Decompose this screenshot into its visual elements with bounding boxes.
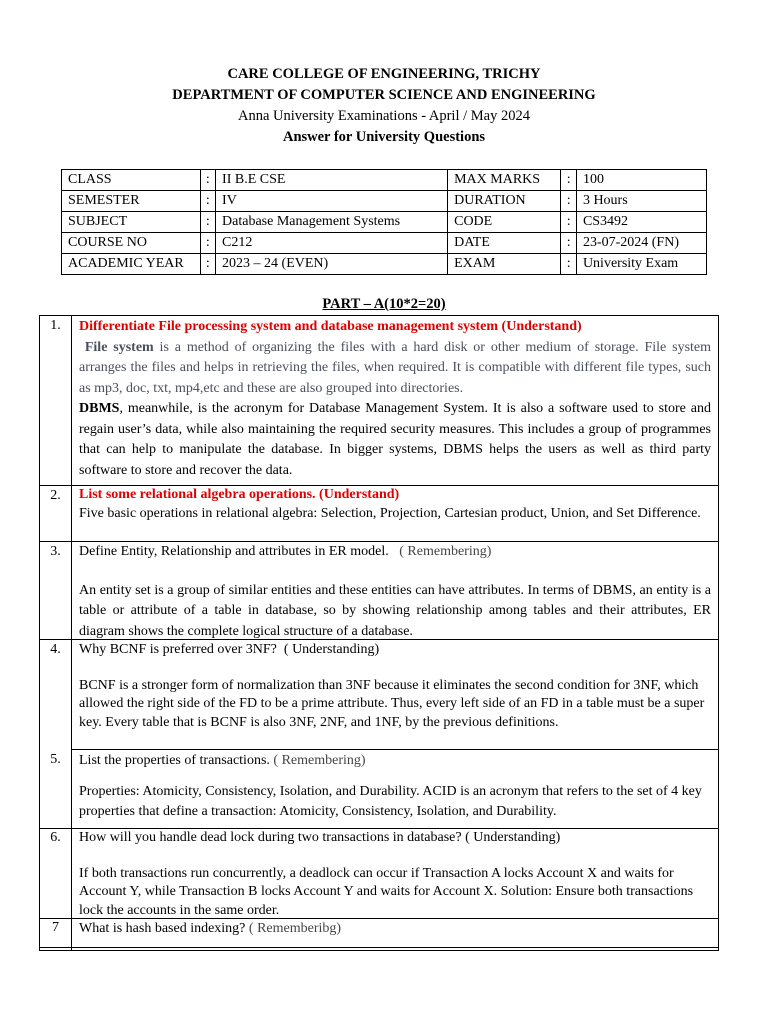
answer-text: An entity set is a group of similar entities and these entities can have attributes. In terms of DBMS, an entity is a table or attribute of a table in database, so by showing relationship among tables and their attributes, ER diagram shows the complete logical structure of a database. xyxy=(79,582,711,639)
info-value: 2023 – 24 (EVEN) xyxy=(216,254,448,275)
info-value: IV xyxy=(216,191,448,212)
colon-separator: : xyxy=(561,170,577,191)
info-row xyxy=(62,191,707,212)
colon-separator: : xyxy=(561,254,577,275)
answer-term: File system xyxy=(84,339,154,355)
document-header xyxy=(0,64,768,148)
info-value: Database Management Systems xyxy=(216,212,448,233)
colon-separator: : xyxy=(561,212,577,233)
question-number: 5. xyxy=(50,752,61,767)
question-2 xyxy=(79,485,711,523)
info-row xyxy=(62,254,707,275)
question-text: Differentiate File processing system and database management system (Understand) xyxy=(79,319,582,334)
answer-text: Five basic operations in relational algebra: Selection, Projection, Cartesian product, Union, and Set Difference. xyxy=(79,506,701,521)
question-number: 6. xyxy=(50,830,61,845)
info-value: University Exam xyxy=(576,254,706,275)
question-text: List some relational algebra operations. (Understand) xyxy=(79,487,400,502)
colon-separator: : xyxy=(200,170,216,191)
question-number: 7 xyxy=(52,920,59,935)
question-answer-table xyxy=(39,315,719,951)
colon-separator: : xyxy=(561,191,577,212)
question-6 xyxy=(79,829,711,920)
info-value: CS3492 xyxy=(576,212,706,233)
question-line xyxy=(79,829,711,848)
answer-text: , meanwhile, is the acronym for Database Management System. It is also a software used to store and regain user’s data, while also maintaining the required security measures. This includes a group of programmes that can help to manipulate the database. In bigger systems, DBMS helps the users as well as third party software to store and recover the data. xyxy=(79,401,711,478)
info-value: C212 xyxy=(216,233,448,254)
info-label: DURATION xyxy=(448,191,561,212)
info-label: MAX MARKS xyxy=(448,170,561,191)
info-value: 23-07-2024 (FN) xyxy=(576,233,706,254)
answer-paragraph xyxy=(79,338,711,400)
question-tag: ( Rememberibg) xyxy=(248,921,342,936)
question-4 xyxy=(79,641,711,732)
info-label: CODE xyxy=(448,212,561,233)
question-text: What is hash based indexing? xyxy=(79,921,246,936)
row-divider xyxy=(71,749,718,750)
answer-text: is a method of organizing the files with a hard disk or other medium of storage. File system arranges the files and helps in retrieving the files, when required. It is compatible with different file types, such as mp3, doc, txt, mp4,etc and these are also grouped into directories. xyxy=(79,339,712,396)
answer-text: BCNF is a stronger form of normalization than 3NF because it eliminates the second condition for 3NF, which allowed the right side of the FD to be a prime attribute. Thus, every left side of an FD in a table must be a super key. Every table that is BCNF is also 3NF, 2NF, and 1NF, by the previous definitions. xyxy=(79,677,705,730)
info-label: ACADEMIC YEAR xyxy=(62,254,201,275)
answer-paragraph xyxy=(79,399,711,481)
question-number: 3. xyxy=(50,544,61,559)
document-subtitle: Answer for University Questions xyxy=(282,129,486,145)
question-line xyxy=(79,919,711,940)
question-text: How will you handle dead lock during two transactions in database? xyxy=(79,830,462,845)
question-text: Why BCNF is preferred over 3NF? xyxy=(79,642,277,657)
info-label: CLASS xyxy=(62,170,201,191)
department-name: DEPARTMENT OF COMPUTER SCIENCE AND ENGINEERING xyxy=(172,87,596,103)
question-number: 1. xyxy=(50,318,61,333)
answer-text: Properties: Atomicity, Consistency, Isolation, and Durability. ACID is an acronym that refers to the set of 4 key properties that define a transaction: Atomicity, Consistency, Isolation, and Durability. xyxy=(79,783,702,819)
exam-line: Anna University Examinations - April / May 2024 xyxy=(238,108,530,124)
course-info-table xyxy=(61,169,707,275)
column-divider xyxy=(71,316,72,950)
question-1 xyxy=(79,317,711,481)
question-text: List the properties of transactions. xyxy=(79,753,270,768)
info-label: COURSE NO xyxy=(62,233,201,254)
question-tag: ( Remembering) xyxy=(399,544,492,559)
colon-separator: : xyxy=(200,233,216,254)
colon-separator: : xyxy=(200,254,216,275)
question-5 xyxy=(79,751,711,823)
question-line xyxy=(79,542,711,563)
info-row xyxy=(62,170,707,191)
question-tag: ( Understanding) xyxy=(283,642,380,657)
question-line xyxy=(79,641,711,660)
info-label: SEMESTER xyxy=(62,191,201,212)
question-number: 2. xyxy=(50,488,61,503)
info-row xyxy=(62,212,707,233)
info-value: 100 xyxy=(576,170,706,191)
question-number: 4. xyxy=(50,642,61,657)
info-value: II B.E CSE xyxy=(216,170,448,191)
question-line xyxy=(79,751,711,772)
info-label: DATE xyxy=(448,233,561,254)
question-text: Define Entity, Relationship and attributes in ER model. xyxy=(79,544,389,559)
info-row xyxy=(62,233,707,254)
college-name: CARE COLLEGE OF ENGINEERING, TRICHY xyxy=(227,66,541,82)
question-7 xyxy=(79,919,711,940)
row-divider xyxy=(40,639,718,640)
answer-text: If both transactions run concurrently, a deadlock can occur if Transaction A locks Account X and waits for Account Y, while Transaction B locks Account Y and waits for Account X. Solution: Ensure both transactions lock the accounts in the same order. xyxy=(79,865,694,918)
row-divider xyxy=(40,947,718,948)
info-value: 3 Hours xyxy=(576,191,706,212)
info-label: SUBJECT xyxy=(62,212,201,233)
question-tag: ( Remembering) xyxy=(273,753,366,768)
colon-separator: : xyxy=(200,191,216,212)
question-3 xyxy=(79,542,711,642)
colon-separator: : xyxy=(561,233,577,254)
question-tag: ( Understanding) xyxy=(465,830,561,845)
info-label: EXAM xyxy=(448,254,561,275)
part-title: PART – A(10*2=20) xyxy=(322,296,446,312)
answer-term: DBMS xyxy=(79,401,120,416)
colon-separator: : xyxy=(200,212,216,233)
